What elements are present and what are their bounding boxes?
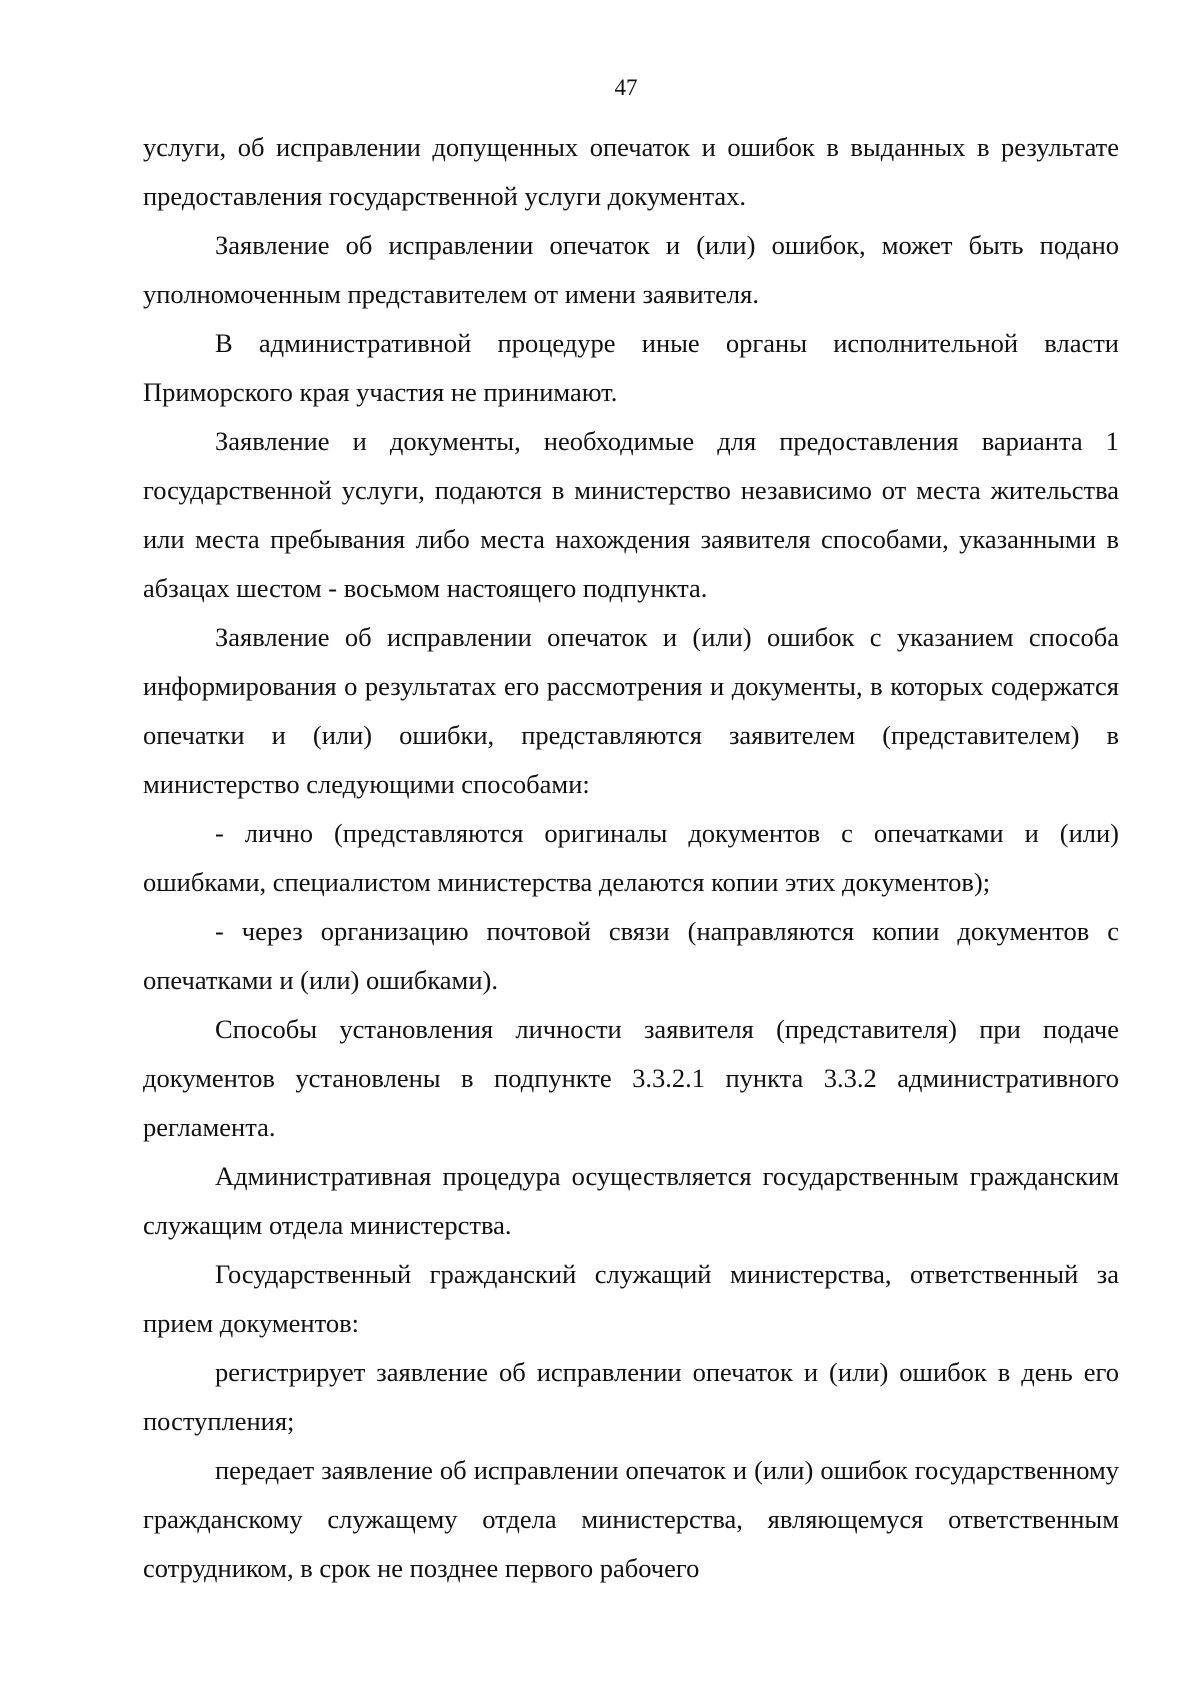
document-body xyxy=(143,123,1119,1593)
paragraph-submission-place: Заявление и документы, необходимые для предоставления варианта 1 государственной услуги, подаются в министерство независимо от места жительства или места пребывания либо места нахождения заявителя способами, указанными в абзацах шестом - восьмом настоящего подпункта. xyxy=(143,426,1119,603)
paragraph-identity-verification: Способы установления личности заявителя (представителя) при подаче документов установлены в подпункте 3.3.2.1 пункта 3.3.2 административного регламента. xyxy=(143,1014,1119,1142)
page-number: 47 xyxy=(614,75,638,100)
paragraph-continuation: услуги, об исправлении допущенных опечаток и ошибок в выданных в результате предоставления государственной услуги документах. xyxy=(143,132,1119,211)
list-item-in-person: - лично (представляются оригиналы документов с опечатками и (или) ошибками, специалистом министерства делаются копии этих документов); xyxy=(143,818,1119,897)
list-item-by-post: - через организацию почтовой связи (направляются копии документов с опечатками и (или) ошибками). xyxy=(143,916,1119,995)
paragraph-other-authorities: В административной процедуре иные органы исполнительной власти Приморского края участия не принимают. xyxy=(143,328,1119,407)
paragraph-application-by-representative: Заявление об исправлении опечаток и (или) ошибок, может быть подано уполномоченным представителем от имени заявителя. xyxy=(143,230,1119,309)
paragraph-transfers-application: передает заявление об исправлении опечаток и (или) ошибок государственному гражданскому служащему отдела министерства, являющемуся ответственным сотрудником, в срок не позднее первого рабочего xyxy=(143,1455,1119,1583)
paragraph-submission-methods: Заявление об исправлении опечаток и (или) ошибок с указанием способа информирования о результатах его рассмотрения и документы, в которых содержатся опечатки и (или) ошибки, представляются заявителем (представителем) в министерство следующими способами: xyxy=(143,622,1119,799)
paragraph-procedure-executor: Административная процедура осуществляется государственным гражданским служащим отдела министерства. xyxy=(143,1161,1119,1240)
paragraph-responsible-officer: Государственный гражданский служащий министерства, ответственный за прием документов: xyxy=(143,1259,1119,1338)
paragraph-registers-application: регистрирует заявление об исправлении опечаток и (или) ошибок в день его поступления; xyxy=(143,1357,1119,1436)
